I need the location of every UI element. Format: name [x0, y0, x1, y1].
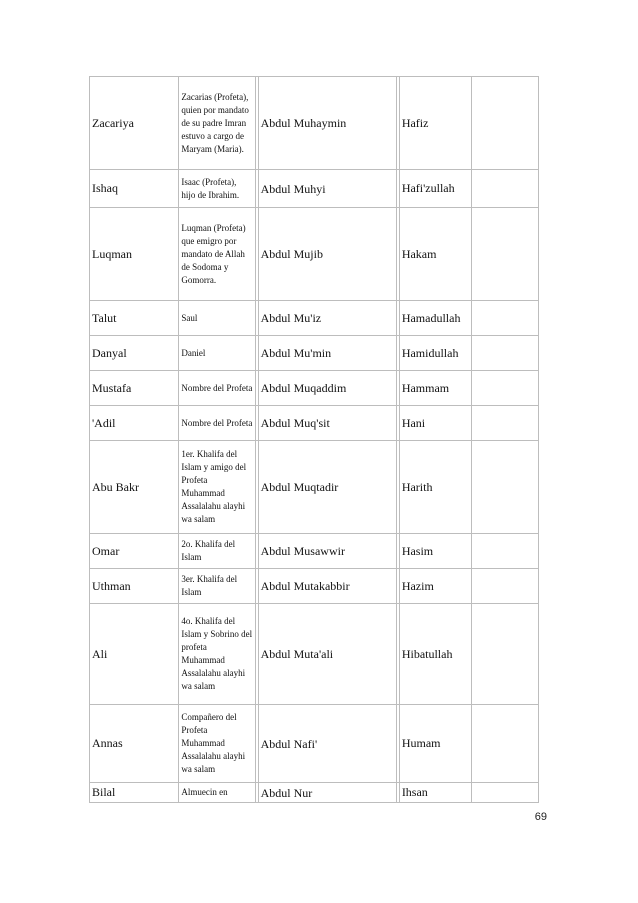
table-row [90, 336, 539, 371]
alternate-name-cell: Hamadullah [399, 301, 471, 336]
alternate-name-cell: Hakam [399, 208, 471, 301]
empty-cell [471, 77, 538, 170]
description-cell: Saul [179, 301, 255, 336]
name-cell: Mustafa [90, 371, 179, 406]
attribute-name-cell: Abdul Muta'ali [258, 604, 396, 705]
table-row [90, 371, 539, 406]
table-row [90, 406, 539, 441]
table-row [90, 783, 539, 803]
name-cell: Bilal [90, 783, 179, 803]
description-cell: 4o. Khalifa del Islam y Sobrino del profeta Muhammad Assalalahu alayhi wa salam [179, 604, 255, 705]
name-cell: Omar [90, 534, 179, 569]
names-table-body [90, 77, 539, 803]
description-cell: Luqman (Profeta) que emigro por mandato de Allah de Sodoma y Gomorra. [179, 208, 255, 301]
alternate-name-cell: Hafi'zullah [399, 170, 471, 208]
alternate-name-cell: Hazim [399, 569, 471, 604]
description-cell: Nombre del Profeta [179, 371, 255, 406]
description-cell: 1er. Khalifa del Islam y amigo del Profeta Muhammad Assalalahu alayhi wa salam [179, 441, 255, 534]
names-table [89, 76, 539, 803]
name-cell: Ishaq [90, 170, 179, 208]
attribute-name-cell: Abdul Muqaddim [258, 371, 396, 406]
name-cell: 'Adil [90, 406, 179, 441]
empty-cell [471, 170, 538, 208]
empty-cell [471, 783, 538, 803]
empty-cell [471, 534, 538, 569]
table-row [90, 569, 539, 604]
description-cell: Nombre del Profeta [179, 406, 255, 441]
table-row [90, 705, 539, 783]
alternate-name-cell: Ihsan [399, 783, 471, 803]
empty-cell [471, 705, 538, 783]
table-row [90, 604, 539, 705]
table-row [90, 441, 539, 534]
empty-cell [471, 208, 538, 301]
name-cell: Luqman [90, 208, 179, 301]
attribute-name-cell: Abdul Mu'iz [258, 301, 396, 336]
empty-cell [471, 336, 538, 371]
description-cell: 3er. Khalifa del Islam [179, 569, 255, 604]
description-cell: Zacarias (Profeta), quien por mandato de su padre Imran estuvo a cargo de Maryam (Maria). [179, 77, 255, 170]
page-number: 69 [534, 811, 547, 823]
alternate-name-cell: Hani [399, 406, 471, 441]
attribute-name-cell: Abdul Musawwir [258, 534, 396, 569]
alternate-name-cell: Hammam [399, 371, 471, 406]
empty-cell [471, 441, 538, 534]
table-row [90, 534, 539, 569]
name-cell: Abu Bakr [90, 441, 179, 534]
attribute-name-cell: Abdul Muhyi [258, 170, 396, 208]
attribute-name-cell: Abdul Muhaymin [258, 77, 396, 170]
description-cell: Isaac (Profeta), hijo de Ibrahim. [179, 170, 255, 208]
name-cell: Uthman [90, 569, 179, 604]
name-cell: Zacariya [90, 77, 179, 170]
attribute-name-cell: Abdul Nafi' [258, 705, 396, 783]
attribute-name-cell: Abdul Mujib [258, 208, 396, 301]
name-cell: Danyal [90, 336, 179, 371]
table-row [90, 77, 539, 170]
attribute-name-cell: Abdul Muq'sit [258, 406, 396, 441]
name-cell: Talut [90, 301, 179, 336]
empty-cell [471, 371, 538, 406]
empty-cell [471, 569, 538, 604]
alternate-name-cell: Hibatullah [399, 604, 471, 705]
description-cell: Almuecin en [179, 783, 255, 803]
table-row [90, 170, 539, 208]
alternate-name-cell: Hafiz [399, 77, 471, 170]
empty-cell [471, 301, 538, 336]
alternate-name-cell: Humam [399, 705, 471, 783]
attribute-name-cell: Abdul Nur [258, 783, 396, 803]
name-cell: Ali [90, 604, 179, 705]
alternate-name-cell: Harith [399, 441, 471, 534]
table-row [90, 208, 539, 301]
table-row [90, 301, 539, 336]
alternate-name-cell: Hasim [399, 534, 471, 569]
empty-cell [471, 604, 538, 705]
attribute-name-cell: Abdul Mutakabbir [258, 569, 396, 604]
attribute-name-cell: Abdul Mu'min [258, 336, 396, 371]
empty-cell [471, 406, 538, 441]
attribute-name-cell: Abdul Muqtadir [258, 441, 396, 534]
alternate-name-cell: Hamidullah [399, 336, 471, 371]
description-cell: Daniel [179, 336, 255, 371]
name-cell: Annas [90, 705, 179, 783]
description-cell: 2o. Khalifa del Islam [179, 534, 255, 569]
description-cell: Compañero del Profeta Muhammad Assalalahu alayhi wa salam [179, 705, 255, 783]
